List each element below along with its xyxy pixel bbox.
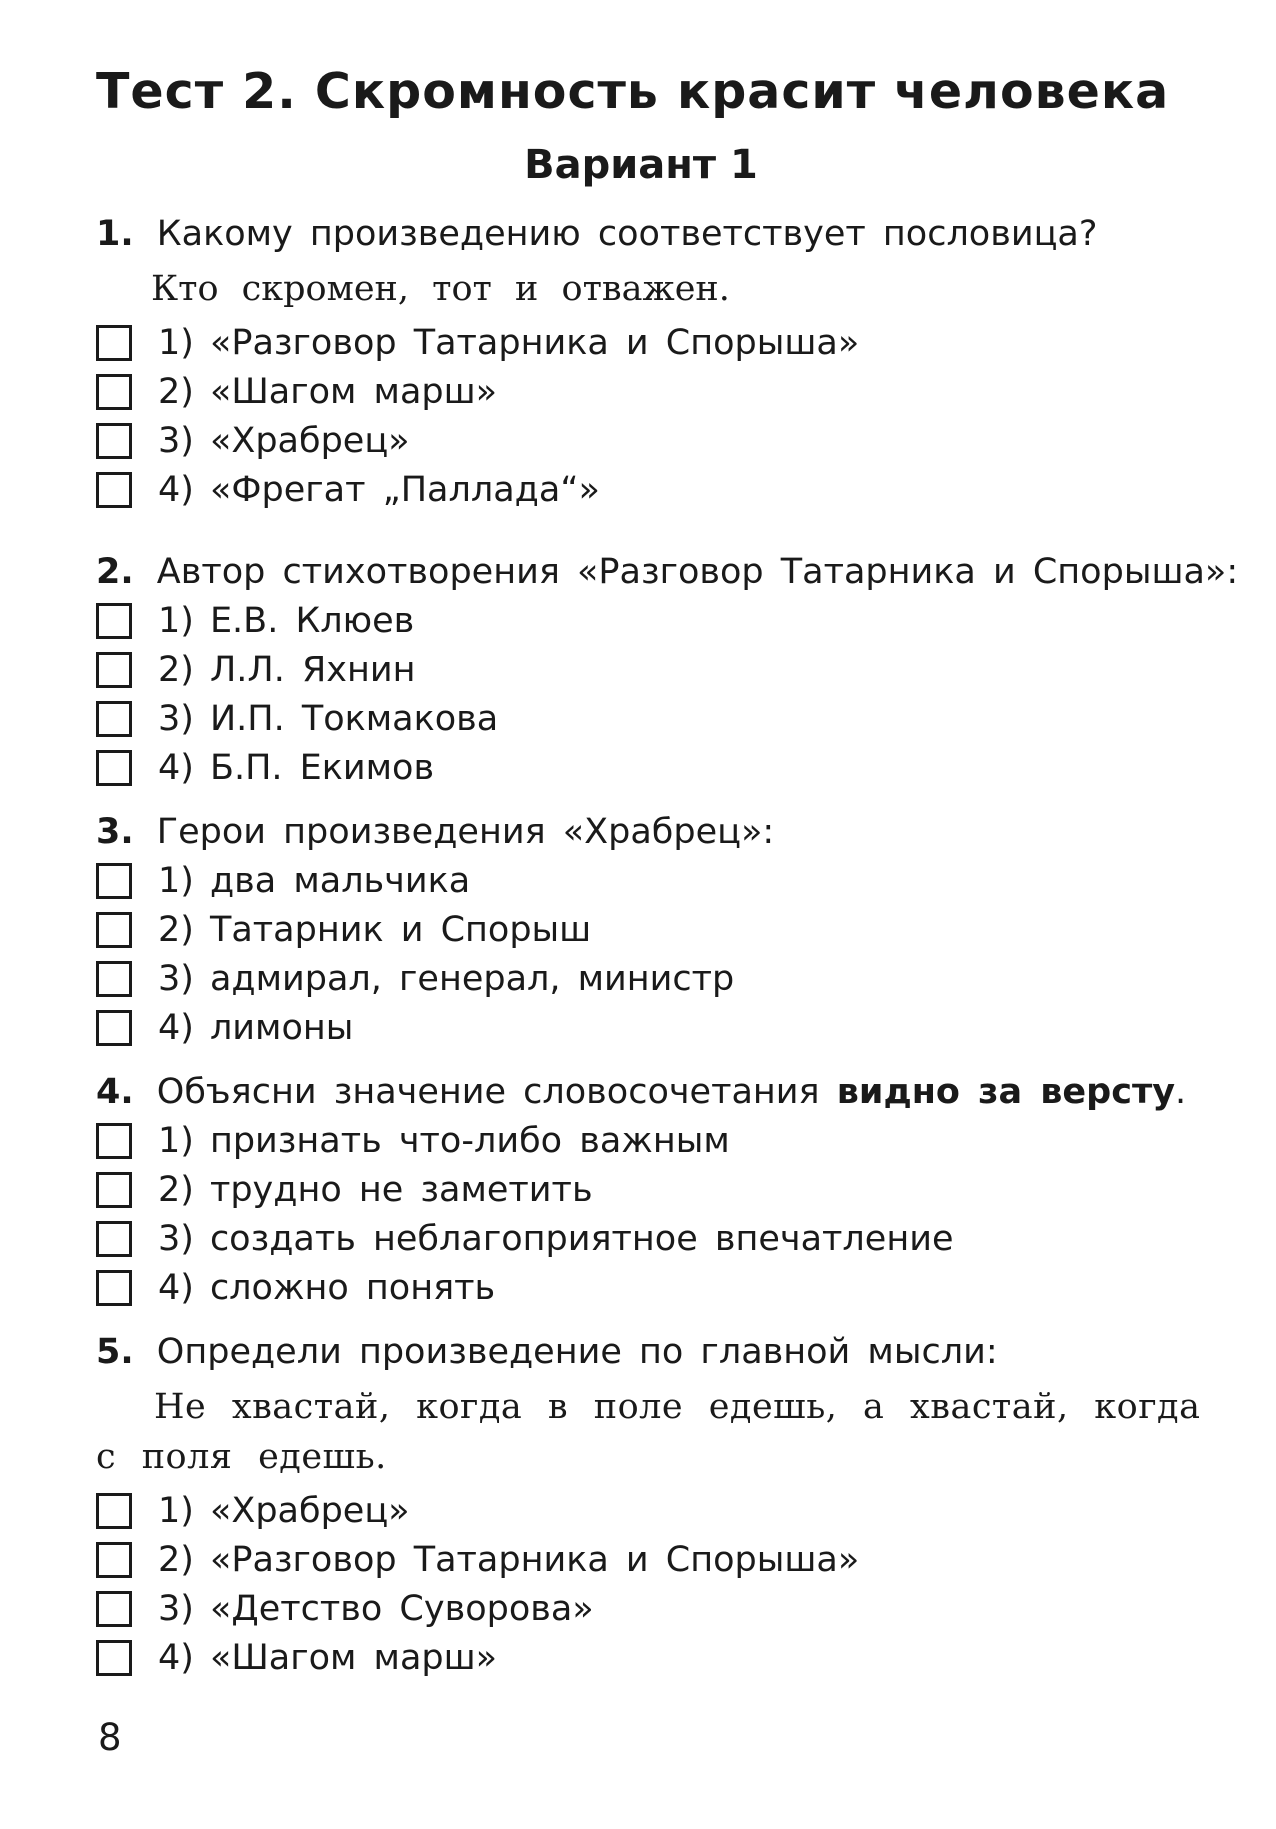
answer-option	[96, 367, 1206, 416]
option-text: трудно не заметить	[209, 1169, 593, 1210]
option-text: Л.Л. Яхнин	[209, 649, 416, 690]
answer-options	[96, 1116, 1206, 1312]
answer-option	[96, 416, 1206, 465]
answer-option	[96, 465, 1206, 514]
question-text: Автор стихотворения «Разговор Татарника и Спорыша»:	[156, 552, 1239, 592]
option-text: признать что-либо важным	[209, 1120, 730, 1161]
question-1-heading	[96, 210, 1206, 258]
variant-heading: Вариант 1	[524, 142, 758, 188]
answer-checkbox[interactable]	[96, 1123, 132, 1159]
option-text: «Шагом марш»	[209, 1637, 498, 1678]
option-text: «Шагом марш»	[209, 371, 498, 412]
answer-checkbox[interactable]	[96, 1640, 132, 1676]
end-punctuation: .	[1175, 1072, 1187, 1112]
answer-checkbox[interactable]	[96, 1542, 132, 1578]
option-number: 3)	[158, 1218, 194, 1259]
option-text: «Храбрец»	[209, 1490, 410, 1531]
question-3	[96, 808, 1206, 1052]
question-4-heading	[96, 1068, 1206, 1116]
question-3-heading	[96, 808, 1206, 856]
question-text: Какому произведению соответствует пословица?	[156, 214, 1098, 254]
answer-checkbox[interactable]	[96, 1172, 132, 1208]
answer-checkbox[interactable]	[96, 863, 132, 899]
question-number: 2.	[96, 552, 134, 592]
option-number: 4)	[158, 1637, 194, 1678]
question-number: 3.	[96, 812, 134, 852]
option-number: 2)	[158, 1169, 194, 1210]
answer-checkbox[interactable]	[96, 1591, 132, 1627]
option-text: Е.В. Клюев	[209, 600, 415, 641]
option-number: 2)	[158, 371, 194, 412]
option-text: адмирал, генерал, министр	[209, 958, 735, 999]
question-5	[96, 1328, 1206, 1682]
option-number: 4)	[158, 1007, 194, 1048]
option-number: 4)	[158, 469, 194, 510]
option-number: 3)	[158, 420, 194, 461]
page-title: Тест 2. Скромность красит человека	[96, 63, 1170, 120]
answer-checkbox[interactable]	[96, 961, 132, 997]
answer-option	[96, 1535, 1206, 1584]
answer-checkbox[interactable]	[96, 1493, 132, 1529]
question-text: Герои произведения «Храбрец»:	[156, 812, 775, 852]
option-text: И.П. Токмакова	[209, 698, 499, 739]
answer-option	[96, 1584, 1206, 1633]
question-text: Определи произведение по главной мысли:	[156, 1332, 998, 1372]
option-number: 1)	[158, 1490, 194, 1531]
answer-checkbox[interactable]	[96, 603, 132, 639]
question-1	[96, 210, 1206, 514]
answer-option	[96, 1214, 1206, 1263]
answer-option	[96, 1003, 1206, 1052]
option-number: 3)	[158, 698, 194, 739]
option-text: лимоны	[209, 1007, 354, 1048]
answer-option	[96, 694, 1206, 743]
question-5-heading	[96, 1328, 1206, 1376]
answer-option	[96, 954, 1206, 1003]
answer-checkbox[interactable]	[96, 652, 132, 688]
option-number: 1)	[158, 1120, 194, 1161]
answer-checkbox[interactable]	[96, 1221, 132, 1257]
option-text: «Храбрец»	[209, 420, 410, 461]
answer-options	[96, 318, 1206, 514]
question-2-heading	[96, 548, 1239, 596]
option-text: Б.П. Екимов	[209, 747, 435, 788]
option-text: «Фрегат „Паллада“»	[209, 469, 600, 510]
answer-option	[96, 645, 1206, 694]
answer-options	[96, 856, 1206, 1052]
answer-option	[96, 1633, 1206, 1682]
answer-option	[96, 856, 1206, 905]
proverb-quote: Не хвастай, когда в поле едешь, а хвастай, когда с поля едешь.	[96, 1387, 1201, 1477]
option-number: 1)	[158, 600, 194, 641]
answer-option	[96, 905, 1206, 954]
option-number: 1)	[158, 860, 194, 901]
answer-checkbox[interactable]	[96, 1270, 132, 1306]
question-number: 5.	[96, 1332, 134, 1372]
question-number: 4.	[96, 1072, 134, 1112]
answer-option	[96, 1165, 1206, 1214]
answer-option	[96, 743, 1206, 792]
option-number: 2)	[158, 1539, 194, 1580]
option-number: 3)	[158, 958, 194, 999]
option-text: «Детство Суворова»	[209, 1588, 594, 1629]
answer-option	[96, 1116, 1206, 1165]
answer-option	[96, 1486, 1206, 1535]
bold-phrase: видно за версту	[836, 1072, 1176, 1112]
answer-options	[96, 1486, 1206, 1682]
answer-checkbox[interactable]	[96, 472, 132, 508]
option-number: 4)	[158, 747, 194, 788]
option-number: 1)	[158, 322, 194, 363]
answer-checkbox[interactable]	[96, 374, 132, 410]
option-text: сложно понять	[209, 1267, 496, 1308]
question-2	[96, 548, 1239, 792]
option-text: «Разговор Татарника и Спорыша»	[209, 322, 860, 363]
answer-checkbox[interactable]	[96, 750, 132, 786]
answer-checkbox[interactable]	[96, 423, 132, 459]
question-4	[96, 1068, 1206, 1312]
option-text: создать неблагоприятное впечатление	[209, 1218, 954, 1259]
option-number: 3)	[158, 1588, 194, 1629]
answer-checkbox[interactable]	[96, 912, 132, 948]
option-number: 4)	[158, 1267, 194, 1308]
answer-checkbox[interactable]	[96, 1010, 132, 1046]
answer-option	[96, 1263, 1206, 1312]
answer-option	[96, 318, 1206, 367]
question-number: 1.	[96, 214, 134, 254]
answer-checkbox[interactable]	[96, 325, 132, 361]
proverb-quote: Кто скромен, тот и отважен.	[151, 269, 730, 309]
answer-options	[96, 596, 1206, 792]
option-text: Татарник и Спорыш	[209, 909, 592, 950]
option-text: «Разговор Татарника и Спорыша»	[209, 1539, 860, 1580]
question-text: Объясни значение словосочетания	[156, 1072, 820, 1112]
answer-option	[96, 596, 1206, 645]
option-text: два мальчика	[209, 860, 471, 901]
option-number: 2)	[158, 649, 194, 690]
option-number: 2)	[158, 909, 194, 950]
page-number: 8	[98, 1716, 122, 1759]
answer-checkbox[interactable]	[96, 701, 132, 737]
